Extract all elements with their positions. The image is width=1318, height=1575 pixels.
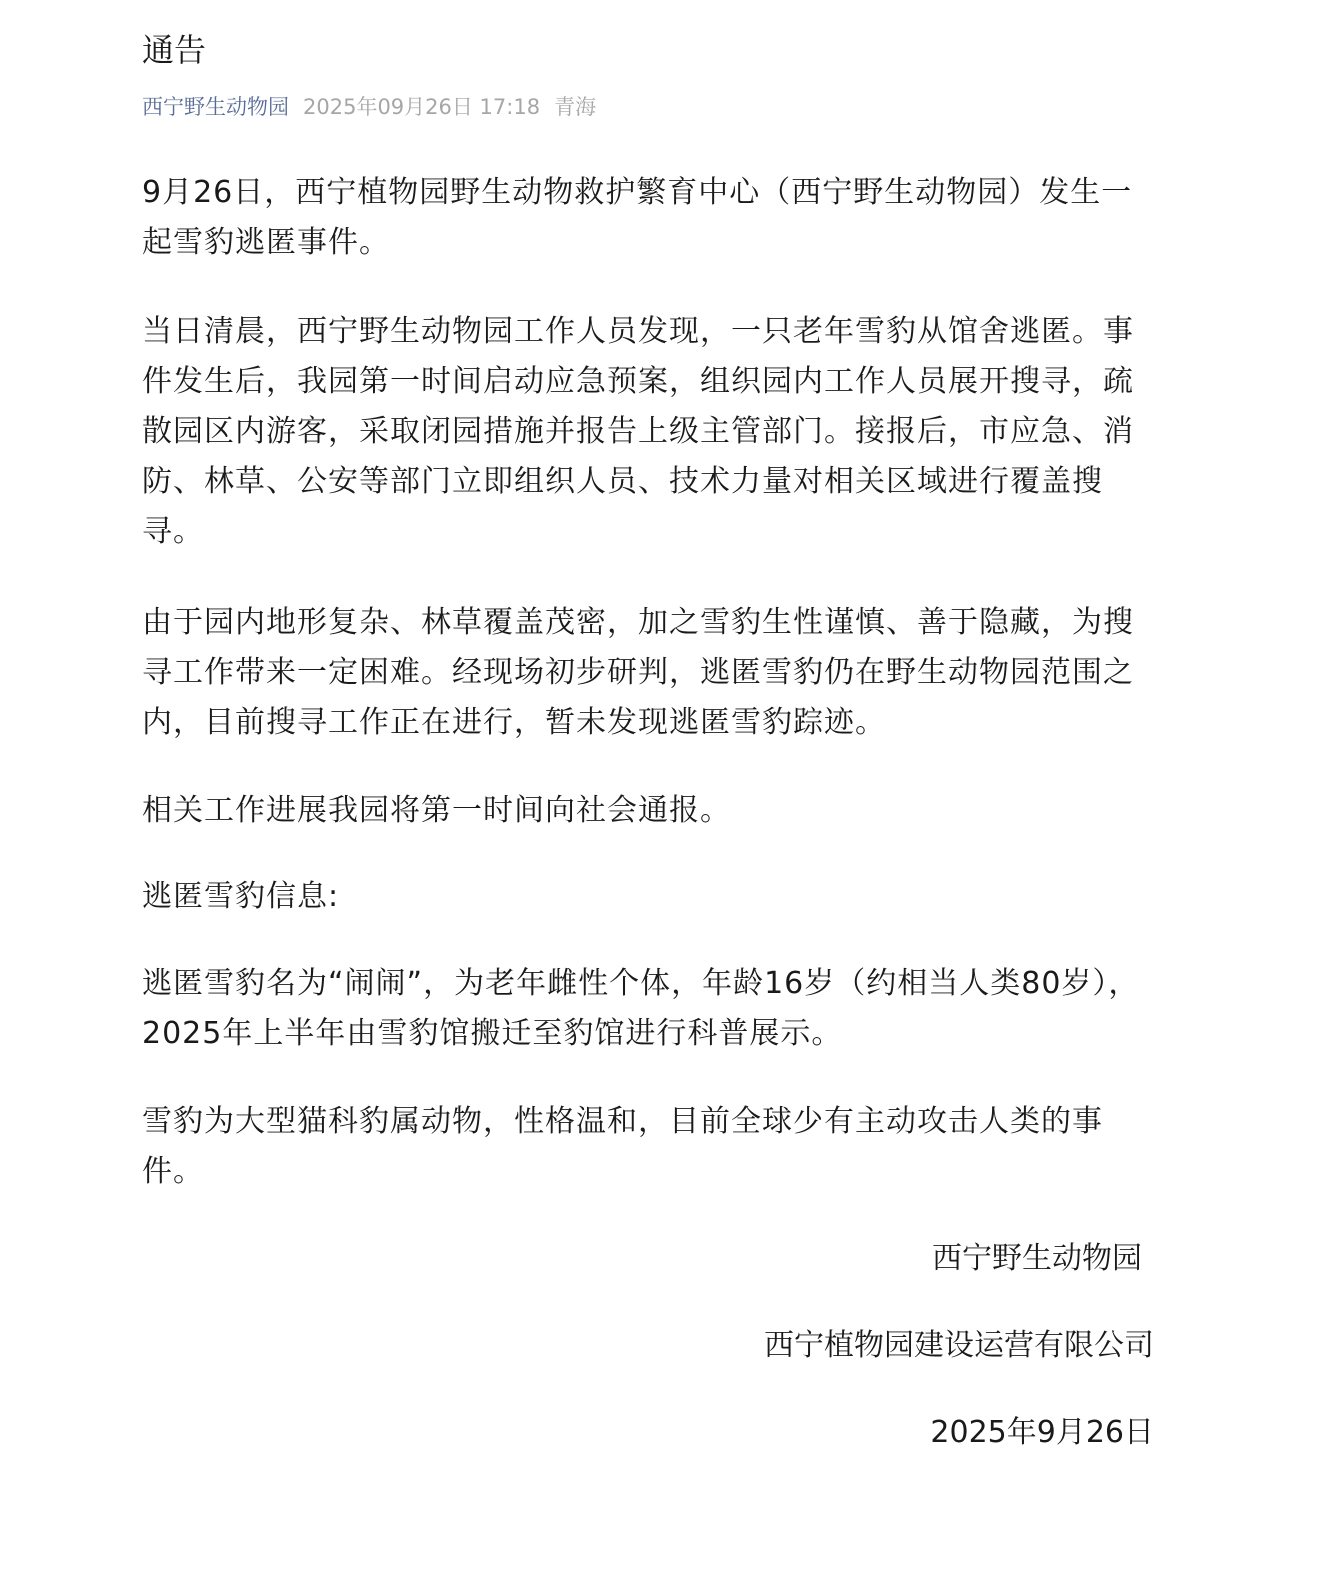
signature-org-1: 西宁野生动物园 bbox=[932, 1241, 1142, 1276]
paragraph-4: 相关工作进展我园将第一时间向社会通报。 bbox=[142, 793, 731, 828]
paragraph-1: 9月26日，西宁植物园野生动物救护繁育中心（西宁野生动物园）发生一起雪豹逃匿事件。 bbox=[142, 175, 1133, 260]
paragraph-3: 由于园内地形复杂、林草覆盖茂密，加之雪豹生性谨慎、善于隐藏，为搜寻工作带来一定困难。经现场初步研判，逃匿雪豹仍在野生动物园范围之内，目前搜寻工作正在进行，暂未发现逃匿雪豹踪迹。 bbox=[142, 605, 1134, 740]
signature-org-2: 西宁植物园建设运营有限公司 bbox=[764, 1328, 1154, 1363]
signature-date: 2025年9月26日 bbox=[930, 1415, 1154, 1450]
paragraph-6: 逃匿雪豹名为“闹闹”，为老年雌性个体，年龄16岁（约相当人类80岁），2025年上半年由雪豹馆搬迁至豹馆进行科普展示。 bbox=[142, 966, 1140, 1051]
account-name-link[interactable]: 西宁野生动物园 bbox=[142, 95, 289, 119]
publish-region: 青海 bbox=[554, 95, 597, 119]
article-title: 通告 bbox=[142, 31, 207, 69]
publish-time: 2025年09月26日 17:18 bbox=[303, 95, 541, 119]
paragraph-5: 逃匿雪豹信息: bbox=[142, 879, 340, 914]
paragraph-7: 雪豹为大型猫科豹属动物，性格温和，目前全球少有主动攻击人类的事件。 bbox=[142, 1104, 1103, 1189]
paragraph-2: 当日清晨，西宁野生动物园工作人员发现，一只老年雪豹从馆舍逃匿。事件发生后，我园第一时间启动应急预案，组织园内工作人员展开搜寻，疏散园区内游客，采取闭园措施并报告上级主管部门。接报后，市应急、消防、林草、公安等部门立即组织人员、技术力量对相关区域进行覆盖搜寻。 bbox=[142, 314, 1134, 549]
article-meta bbox=[142, 92, 596, 122]
